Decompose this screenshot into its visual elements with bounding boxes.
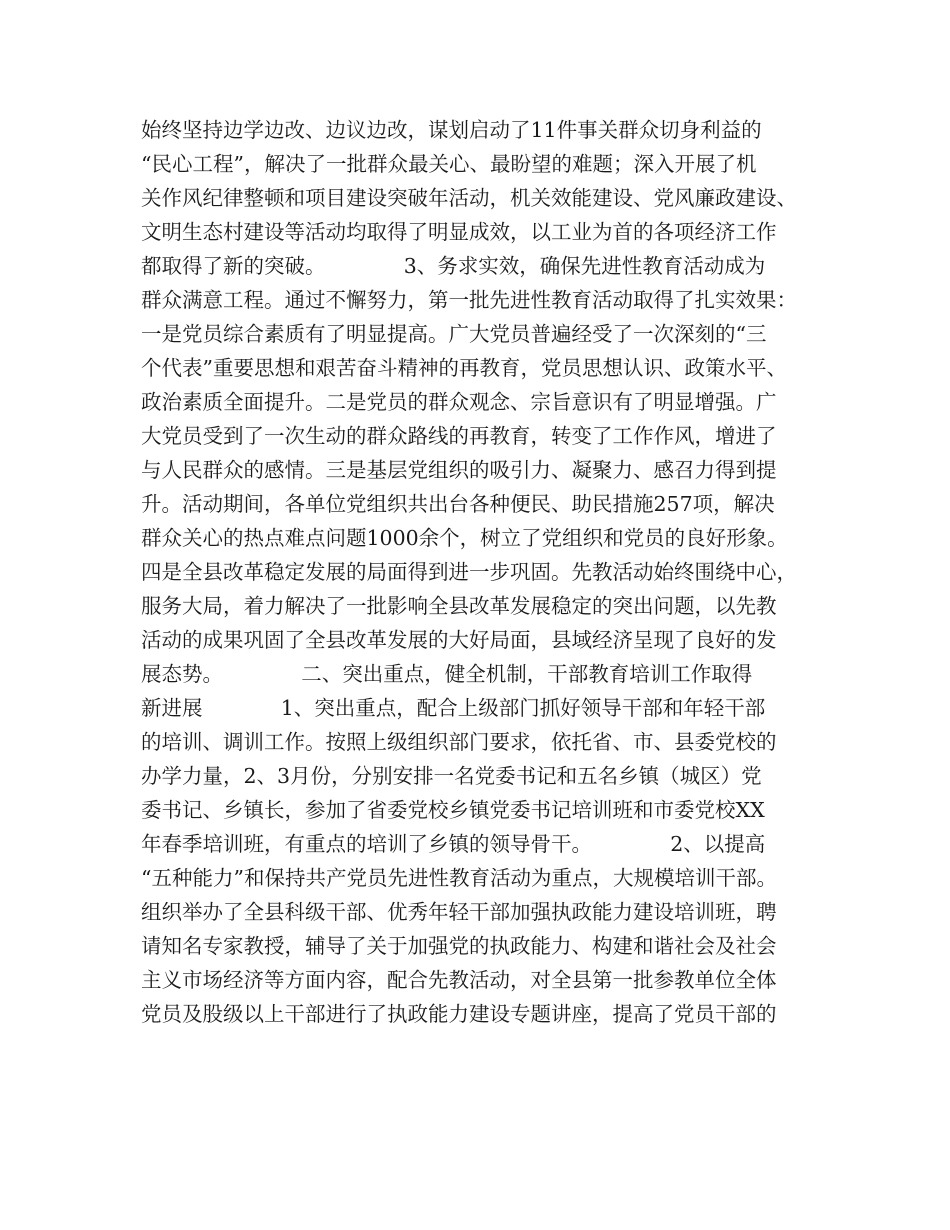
text-line: 都取得了新的突破。 3、务求实效，确保先进性教育活动成为 <box>141 254 766 278</box>
text-line: 办学力量，2、3月份，分别安排一名党委书记和五名乡镇（城区）党 <box>141 764 762 788</box>
text-line: 关作风纪律整顿和项目建设突破年活动，机关效能建设、党风廉政建设、 <box>141 186 797 210</box>
text-line: 活动的成果巩固了全县改革发展的大好局面，县域经济呈现了良好的发 <box>141 628 777 652</box>
text-line: “五种能力”和保持共产党员先进性教育活动为重点，大规模培训干部。 <box>141 866 777 890</box>
text-line: 始终坚持边学边改、边议边改，谋划启动了11件事关群众切身利益的 <box>141 118 762 142</box>
text-line: 文明生态村建设等活动均取得了明显成效，以工业为首的各项经济工作 <box>141 220 777 244</box>
text-line: 与人民群众的感情。三是基层党组织的吸引力、凝聚力、感召力得到提 <box>141 458 777 482</box>
text-line: 党员及股级以上干部进行了执政能力建设专题讲座，提高了党员干部的 <box>141 1002 777 1026</box>
text-line: 群众关心的热点难点问题1000余个，树立了党组织和党员的良好形象。 <box>141 526 788 550</box>
text-line: 大党员受到了一次生动的群众路线的再教育，转变了工作作风，增进了 <box>141 424 777 448</box>
text-line: 请知名专家教授，辅导了关于加强党的执政能力、构建和谐社会及社会 <box>141 934 777 958</box>
text-line: 委书记、乡镇长，参加了省委党校乡镇党委书记培训班和市委党校XX <box>141 798 765 822</box>
text-line: 服务大局，着力解决了一批影响全县改革发展稳定的突出问题，以先教 <box>141 594 777 618</box>
text-line: 四是全县改革稳定发展的局面得到进一步巩固。先教活动始终围绕中心， <box>141 560 797 584</box>
text-line: 政治素质全面提升。二是党员的群众观念、宗旨意识有了明显增强。广 <box>141 390 777 414</box>
text-line: 一是党员综合素质有了明显提高。广大党员普遍经受了一次深刻的“三 <box>141 322 767 346</box>
text-line: 群众满意工程。通过不懈努力，第一批先进性教育活动取得了扎实效果： <box>141 288 797 312</box>
text-line: 升。活动期间，各单位党组织共出台各种便民、助民措施257项，解决 <box>141 492 775 516</box>
text-line: 展态势。 二、突出重点，健全机制，干部教育培训工作取得 <box>141 662 753 686</box>
text-line: 个代表”重要思想和艰苦奋斗精神的再教育，党员思想认识、政策水平、 <box>141 356 787 380</box>
text-line: 的培训、调训工作。按照上级组织部门要求，依托省、市、县委党校的 <box>141 730 777 754</box>
text-line: 年春季培训班，有重点的培训了乡镇的领导骨干。 2、以提高 <box>141 832 766 856</box>
text-line: “民心工程”，解决了一批群众最关心、最盼望的难题；深入开展了机 <box>141 152 757 176</box>
text-line: 组织举办了全县科级干部、优秀年轻干部加强执政能力建设培训班，聘 <box>141 900 777 924</box>
text-line: 新进展 1、突出重点，配合上级部门抓好领导干部和年轻干部 <box>141 696 766 720</box>
text-line: 主义市场经济等方面内容，配合先教活动，对全县第一批参教单位全体 <box>141 968 777 992</box>
